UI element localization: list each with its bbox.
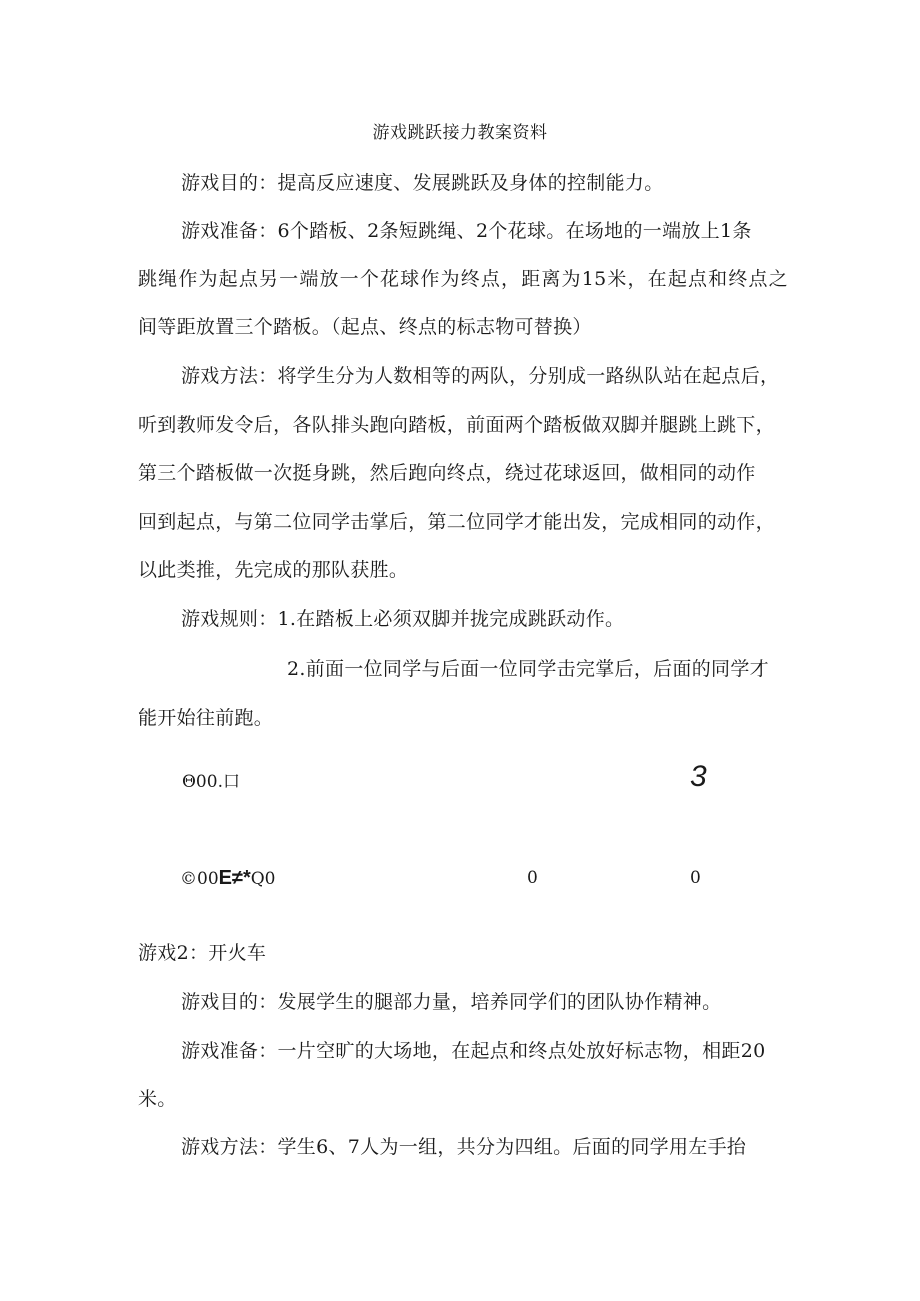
game2-method-line-1: 游戏方法：学生6、7人为一组，共分为四组。后面的同学用左手抬 bbox=[181, 1136, 747, 1158]
game1-purpose: 游戏目的：提高反应速度、发展跳跃及身体的控制能力。 bbox=[181, 172, 664, 194]
diagram-row1-right: 3 bbox=[690, 760, 707, 793]
game2-heading: 游戏2：开火车 bbox=[138, 942, 267, 964]
game2-purpose: 游戏目的：发展学生的腿部力量，培养同学们的团队协作精神。 bbox=[181, 991, 722, 1013]
game1-rules-line-1: 游戏规则：1.在踏板上必须双脚并拢完成跳跃动作。 bbox=[181, 608, 625, 630]
game1-method-line-5: 以此类推，先完成的那队获胜。 bbox=[138, 559, 409, 581]
document-title: 游戏跳跃接力教案资料 bbox=[372, 123, 548, 143]
diagram-row2-left bbox=[180, 866, 276, 891]
diagram-row2-left-a: ©00 bbox=[180, 869, 219, 889]
game1-method-line-4: 回到起点，与第二位同学击掌后，第二位同学才能出发，完成相同的动作， bbox=[138, 511, 775, 533]
game1-prep-line-3: 间等距放置三个踏板。（起点、终点的标志物可替换） bbox=[138, 316, 592, 338]
game1-prep-line-1: 游戏准备：6个踏板、2条短跳绳、2个花球。在场地的一端放上1条 bbox=[181, 220, 752, 242]
game1-rules-line-3: 能开始往前跑。 bbox=[138, 707, 274, 729]
diagram-row2-left-c: Q0 bbox=[250, 869, 276, 889]
game2-prep-line-2: 米。 bbox=[138, 1088, 177, 1110]
diagram-row1-left: Θ00.口 bbox=[182, 772, 240, 792]
diagram-row2-right: 0 bbox=[690, 868, 701, 888]
diagram-row2-mid: 0 bbox=[527, 868, 538, 888]
game1-method-line-3: 第三个踏板做一次挺身跳，然后跑向终点，绕过花球返回，做相同的动作 bbox=[138, 462, 756, 484]
game1-method-line-1: 游戏方法：将学生分为人数相等的两队，分别成一路纵队站在起点后， bbox=[181, 365, 780, 387]
game1-prep-line-2: 跳绳作为起点另一端放一个花球作为终点，距离为15米，在起点和终点之 bbox=[138, 268, 788, 290]
game1-method-line-2: 听到教师发令后，各队排头跑向踏板，前面两个踏板做双脚并腿跳上跳下， bbox=[138, 414, 775, 436]
game1-rules-line-2: 2.前面一位同学与后面一位同学击完掌后，后面的同学才 bbox=[287, 658, 769, 680]
game2-prep-line-1: 游戏准备：一片空旷的大场地，在起点和终点处放好标志物，相距20 bbox=[181, 1040, 766, 1062]
diagram-row2-left-b: E≠* bbox=[218, 867, 251, 889]
